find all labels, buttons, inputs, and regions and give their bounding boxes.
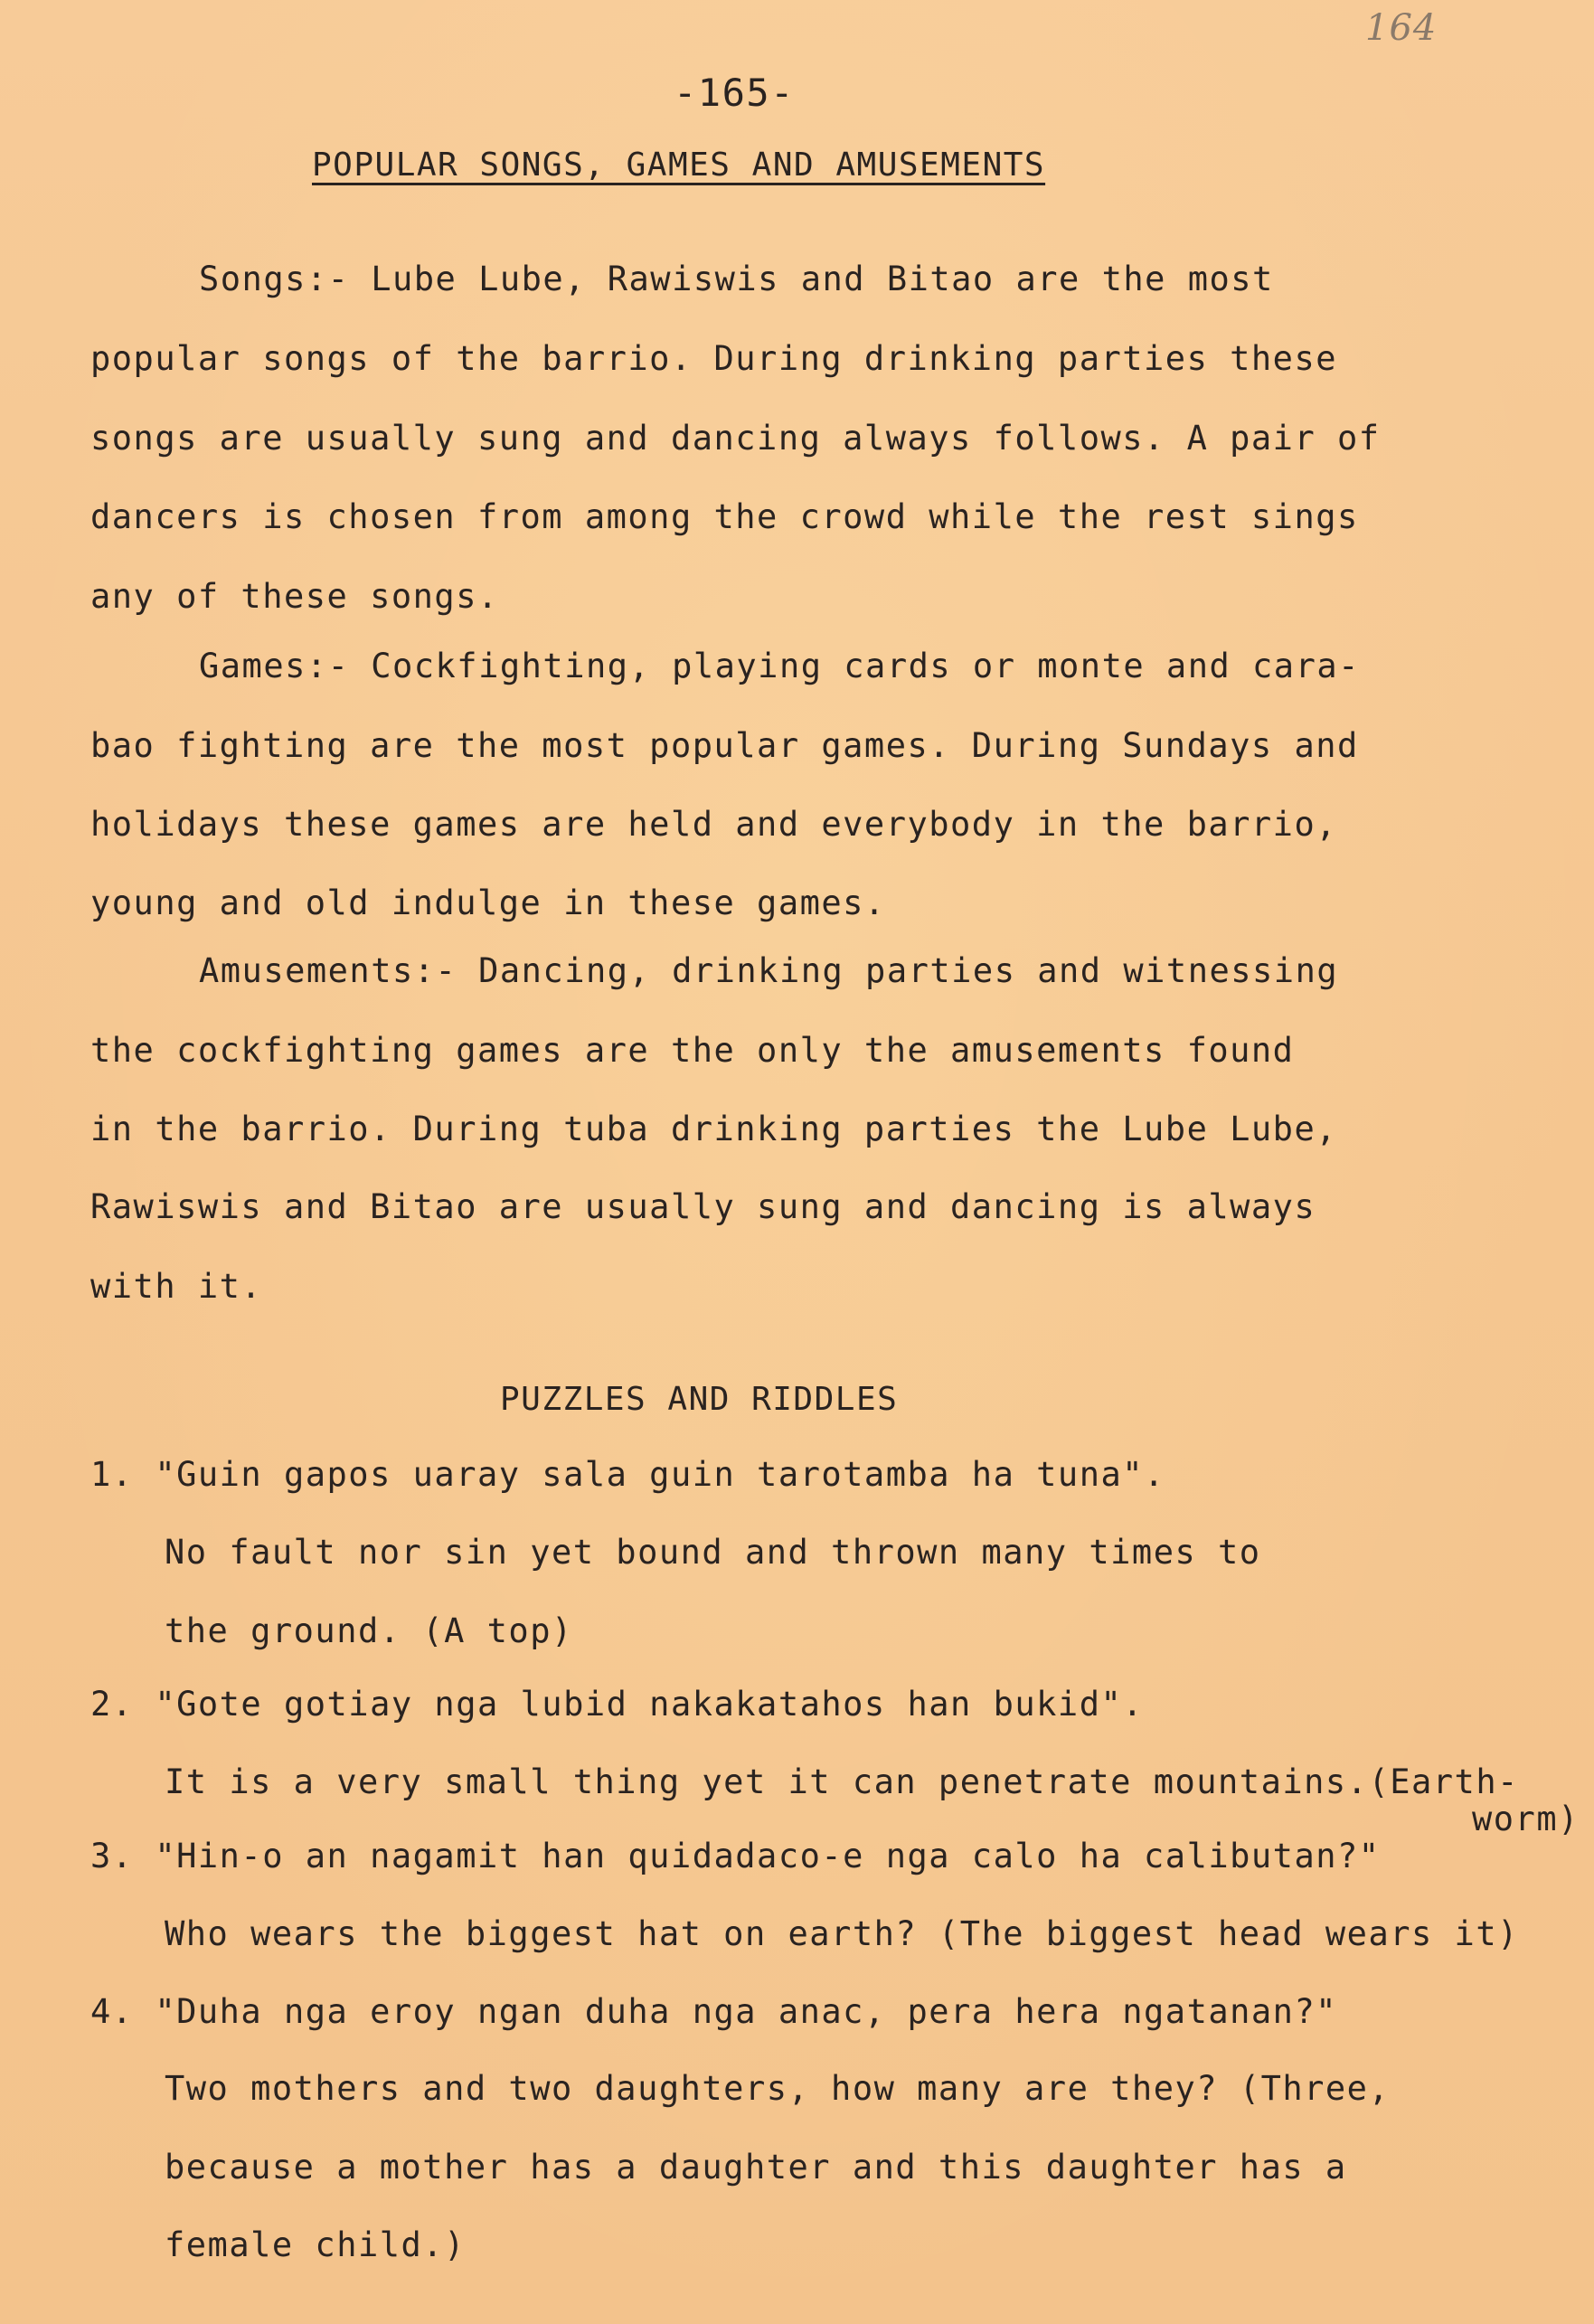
riddle-2-line-3: worm)	[1472, 1800, 1580, 1838]
riddle-4-line-2: Two mothers and two daughters, how many are they? (Three,	[165, 2069, 1391, 2108]
games-line-1: Games:- Cockfighting, playing cards or monte and cara-	[199, 647, 1360, 685]
songs-line-4: dancers is chosen from among the crowd while the rest sings	[90, 497, 1359, 536]
riddle-4-line-1: 4. "Duha nga eroy ngan duha nga anac, pera hera ngatanan?"	[90, 1992, 1338, 2031]
riddles-title: PUZZLES AND RIDDLES	[500, 1381, 899, 1418]
riddle-1-line-3: the ground. (A top)	[165, 1611, 573, 1650]
riddle-3-line-1: 3. "Hin-o an nagamit han quidadaco-e nga calo ha calibutan?"	[90, 1837, 1381, 1875]
amusements-line-1: Amusements:- Dancing, drinking parties and witnessing	[199, 951, 1339, 990]
games-line-2: bao fighting are the most popular games. During Sundays and	[90, 726, 1359, 765]
riddle-4-line-4: female child.)	[165, 2225, 466, 2264]
page-title: POPULAR SONGS, GAMES AND AMUSEMENTS	[312, 146, 1046, 184]
amusements-line-3: in the barrio. During tuba drinking parties the Lube Lube,	[90, 1110, 1338, 1148]
riddle-2-line-2: It is a very small thing yet it can penetrate mountains.(Earth-	[165, 1762, 1519, 1801]
riddle-1-line-1: 1. "Guin gapos uaray sala guin tarotamba ha tuna".	[90, 1455, 1165, 1494]
songs-line-5: any of these songs.	[90, 577, 499, 616]
amusements-line-5: with it.	[90, 1267, 263, 1306]
handwritten-page-number: 164	[1365, 7, 1438, 49]
games-line-4: young and old indulge in these games.	[90, 883, 886, 922]
riddle-3-line-2: Who wears the biggest hat on earth? (The biggest head wears it)	[165, 1914, 1519, 1953]
songs-line-1: Songs:- Lube Lube, Rawiswis and Bitao are the most	[199, 260, 1274, 298]
riddle-1-line-2: No fault nor sin yet bound and thrown many times to	[165, 1533, 1261, 1572]
riddle-4-line-3: because a mother has a daughter and this daughter has a	[165, 2148, 1347, 2187]
amusements-line-2: the cockfighting games are the only the amusements found	[90, 1031, 1295, 1070]
songs-line-2: popular songs of the barrio. During drinking parties these	[90, 339, 1338, 378]
amusements-line-4: Rawiswis and Bitao are usually sung and dancing is always	[90, 1187, 1316, 1226]
page-number: -165-	[674, 71, 795, 115]
games-line-3: holidays these games are held and everybody in the barrio,	[90, 805, 1338, 844]
riddle-2-line-1: 2. "Gote gotiay nga lubid nakakatahos han bukid".	[90, 1685, 1145, 1724]
songs-line-3: songs are usually sung and dancing always follows. A pair of	[90, 419, 1381, 458]
